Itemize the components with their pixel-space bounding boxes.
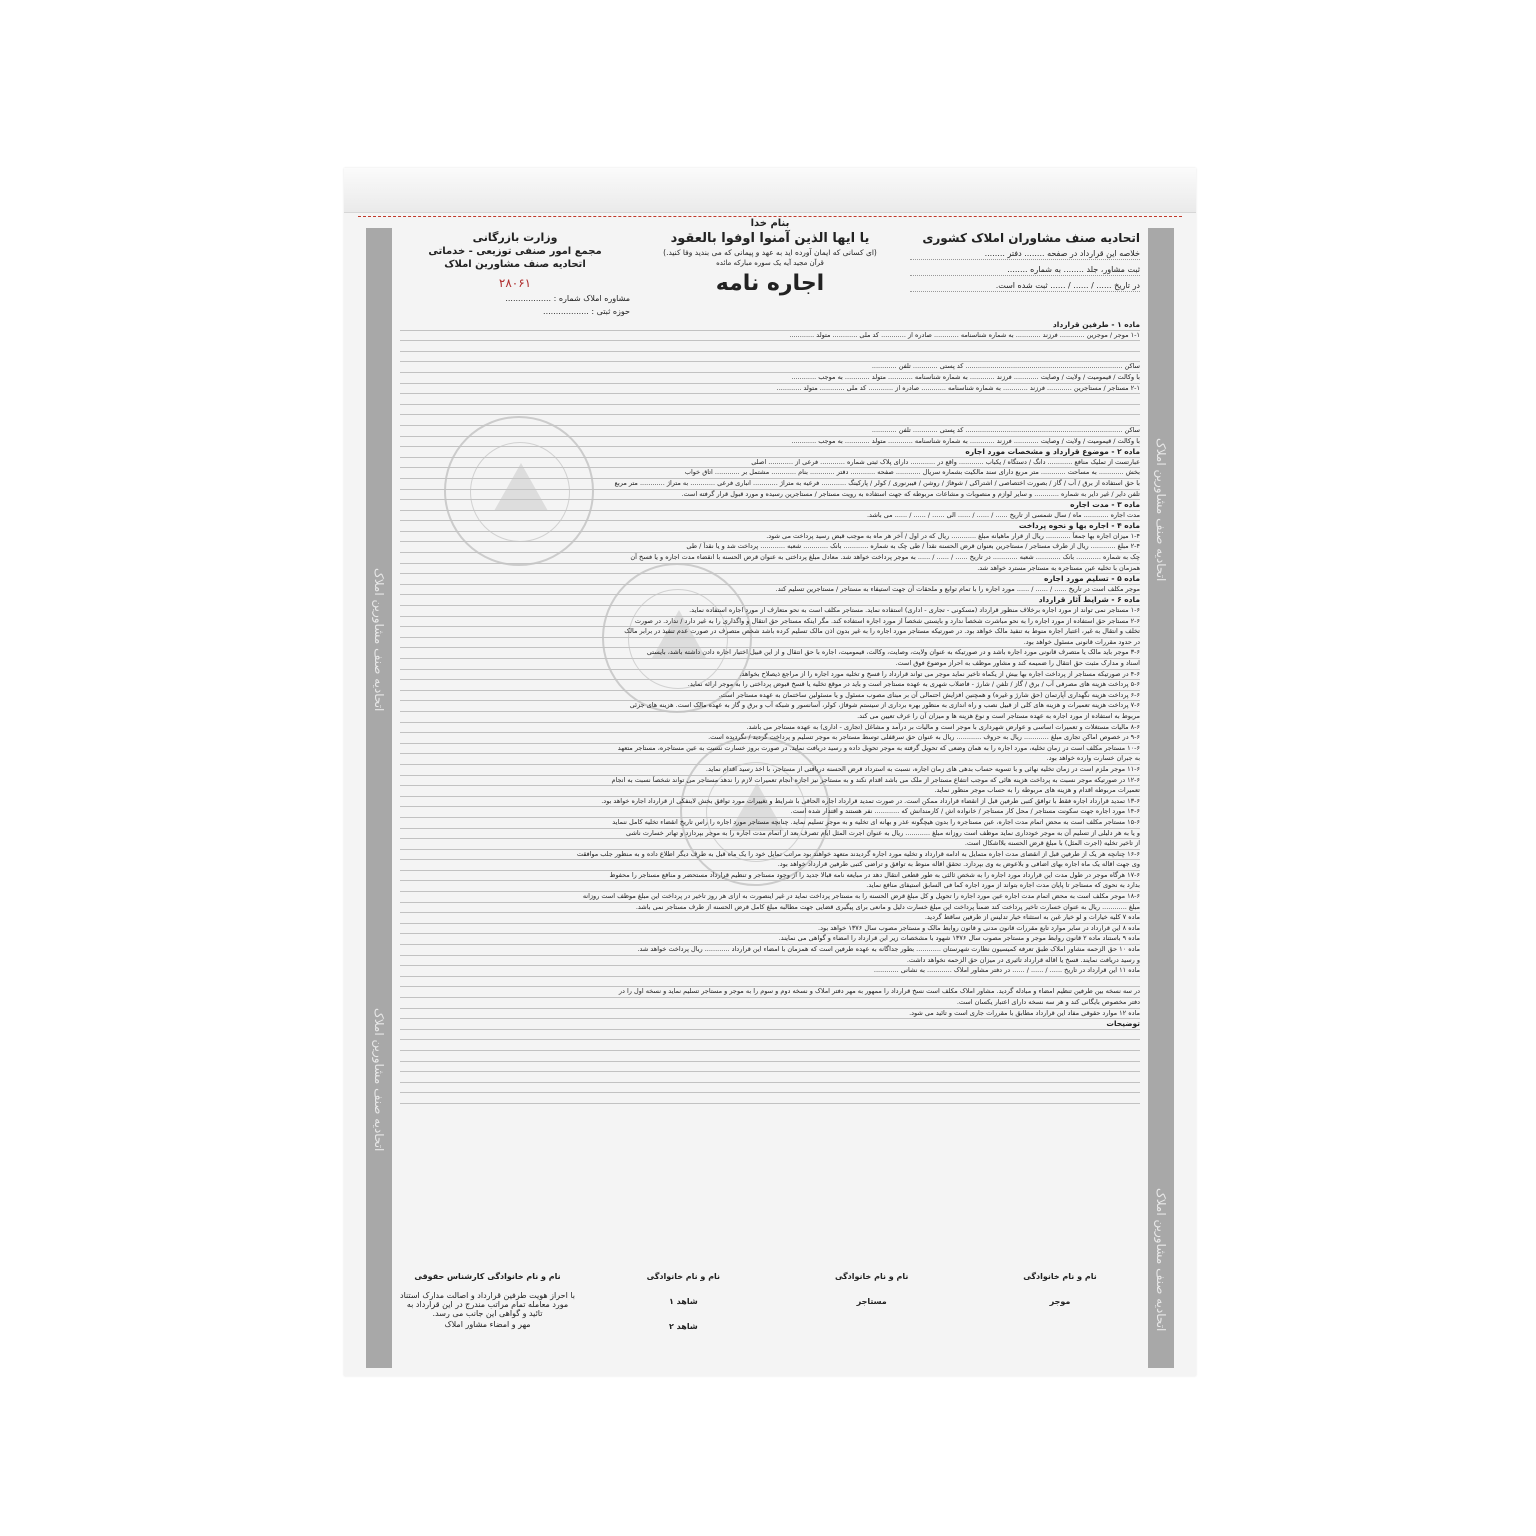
signature-area xyxy=(400,1272,1140,1347)
form-line xyxy=(400,352,1140,363)
perforation-line xyxy=(358,216,1182,217)
form-line: ۲-۶ مستاجر حق استفاده از مورد اجاره را به نحو مباشرت شخصاً ندارد و بایستی شخصاً از مورد اجاره استفاده کند. مگر اینکه مستاجر حق انتقال و واگذاری را به غیر دارد / ندارد. در صورت xyxy=(400,617,1140,628)
basmala: بنام خدا xyxy=(750,218,790,229)
lessee-name-label: نام و نام خانوادگی xyxy=(834,1272,909,1281)
form-line: چک به شماره ............ بانک ............ شعبه ............ در تاریخ ...... / ...... / ...... به موجر پرداخت خواهد شد. معادل مبلغ پرداختی به عنوان قرض الحسنه با انقضاء مدت اجاره و یا فسخ آن xyxy=(400,553,1140,564)
form-line: و یا به هر دلیلی از تسلیم آن به موجر خودداری نماید موظف است روزانه مبلغ ............ ریال به عنوان اجرت المثل ایام تصرف بعد از اتمام مدت اجاره را به موجر بپردازد و تهاتر خسارت ناشی xyxy=(400,829,1140,840)
form-body-lines xyxy=(400,320,1140,1104)
registration-block xyxy=(910,231,1140,316)
side-text-left-upper: اتحادیه صنف مشاورین املاک xyxy=(372,568,386,712)
form-line: با وکالت / قیمومیت / ولایت / وصایت ............ فرزند ............ به شماره شناسنامه ............ متولد ............ به موجب ............ xyxy=(400,373,1140,384)
form-line xyxy=(400,1072,1140,1083)
form-line: ۸-۶ مالیات مستغلات و تعمیرات اساسی و عوارض شهرداری با موجر است و مالیات بر درآمد و مشاغل (تجاری - اداری) به عهده مستاجر می باشد. xyxy=(400,723,1140,734)
registration-line-1: خلاصه این قرارداد در صفحه ........ دفتر ........ xyxy=(910,249,1140,260)
form-line: ماده ۱۰ حق الزحمه مشاور املاک طبق تعرفه کمیسیون نظارت شهرستان ............ بطور جداگانه به عهده طرفین است که همزمان با امضاء این قرارداد ............ ریال پرداخت خواهد شد. xyxy=(400,945,1140,956)
verse-translation: (ای کسانی که ایمان آورده اید به عهد و پیمانی که می بندید وفا کنید.) xyxy=(663,248,877,257)
form-line: ۱۲-۶ در صورتیکه موجر نسبت به پرداخت هزینه هائی که موجب انتفاع مستاجر از ملک می باشد اقدام نکند و به مستاجر نیز اجازه انجام تعمیرات لازم را ندهد مستاجر می تواند شخصاً نسبت به انجام xyxy=(400,776,1140,787)
form-line: ساکن ............................................................................ کد پستی ............ تلفن ............ xyxy=(400,362,1140,373)
side-text-left-lower: اتحادیه صنف مشاورین املاک xyxy=(372,1008,386,1152)
form-line: ۲-۱ مستاجر / مستاجرین ............ فرزند ............ به شماره شناسنامه ............ صادره از ............ کد ملی ............ متولد ............ xyxy=(400,384,1140,395)
form-line xyxy=(400,977,1140,988)
form-line: ۹-۶ در خصوص اماکن تجاری مبلغ ............ ریال به حروف ............ ریال به عنوان حق سرقفلی توسط مستاجر به موجر تسلیم و پرداخت گردید / نگردیده است. xyxy=(400,733,1140,744)
form-line xyxy=(400,1040,1140,1051)
form-line: مبلغ ............ ریال به عنوان خسارت تاخیر پرداخت کند ضمناً پرداخت این مبلغ خسارت دلیل و مانعی برای پیگیری قضایی جهت مطالبه مبلغ کامل قرض الحسنه از طرف مستاجر نمی باشد. xyxy=(400,903,1140,914)
witness-1-label: شاهد ۱ xyxy=(668,1297,698,1306)
form-line: ۱۵-۶ مستاجر مکلف است به محض اتمام مدت اجاره، عین مستاجره را بدون هیچگونه عذر و بهانه ای تخلیه و به موجر تسلیم نماید. چنانچه مستاجر مورد اجاره را راس تاریخ انقضاء تخلیه کامل ننماید xyxy=(400,818,1140,829)
form-content xyxy=(400,218,1140,1368)
form-line: ۱-۱ موجر / موجرین ............ فرزند ............ به شماره شناسنامه ............ صادره از ............ کد ملی ............ متولد ............ xyxy=(400,331,1140,342)
expert-name-label: نام و نام خانوادگی کارشناس حقوقی xyxy=(414,1272,561,1281)
signature-legal-expert xyxy=(400,1272,575,1347)
form-line: ماده ۱۱ این قرارداد در تاریخ ...... / ...... / ...... در دفتر مشاور املاک ............ به نشانی ............ xyxy=(400,966,1140,977)
quran-verse: یا ایها الذین آمنوا اوفوا بالعقود xyxy=(670,231,870,246)
form-line: ۶-۶ پرداخت هزینه نگهداری آپارتمان (حق شارژ و غیره) و همچنین افزایش احتمالی آن بر مبنای مصوب مسئول و یا مسئولین ساختمان به عهده مستاجر است. xyxy=(400,691,1140,702)
form-line: و رسید دریافت نمایند. فسخ یا اقاله قرارداد تاثیری در میزان حق الزحمه نخواهد داشت. xyxy=(400,956,1140,967)
section-heading: ماده ۶ - شرایط آثار قرارداد xyxy=(400,595,1140,606)
side-text-right-upper: اتحادیه صنف مشاورین املاک xyxy=(1154,438,1168,582)
form-line xyxy=(400,415,1140,426)
form-line: ۴-۶ در صورتیکه مستاجر از پرداخت اجاره بها بیش از یکماه تاخیر نماید موجر می تواند قرارداد را فسخ و تخلیه مورد اجاره را از مراجع ذیصلاح بخواهد. xyxy=(400,670,1140,681)
form-line: بدارد به نحوی که مستاجر تا پایان مدت اجاره بتواند از مورد اجاره کما فی السابق استیفای منافع نماید. xyxy=(400,881,1140,892)
document-title: اجاره نامه xyxy=(715,271,825,296)
form-line: ۱۳-۶ تمدید قرارداد اجاره فقط با توافق کتبی طرفین قبل از انقضاء قرارداد ممکن است. در صورت تمدید قرارداد اجاره الحاقی با شرایط و تغییرات مورد توافق بخش لاینفکی از قرارداد اجاره خواهد بود. xyxy=(400,797,1140,808)
form-line: بخش ............ به مساحت ............ متر مربع دارای سند مالکیت بشماره سریال ............ صفحه ............ دفتر ............ بنام ............ مشتمل بر ............ اتاق خواب xyxy=(400,468,1140,479)
registration-line-2: ثبت مشاور، جلد ........ به شماره ........ xyxy=(910,265,1140,276)
lessee-role-label: مستاجر xyxy=(856,1297,887,1306)
form-line: ۲-۴ مبلغ ............ ریال از طرف مستاجر / مستاجرین بعنوان قرض الحسنه نقداً / طی چک به شماره ............ بانک ............ شعبه ............ پرداخت شد و یا نقداً / طی xyxy=(400,542,1140,553)
ministry-name: وزارت بازرگانی xyxy=(472,231,558,244)
form-line: ۱۸-۶ موجر مکلف است به محض اتمام مدت اجاره عین مورد اجاره را تحویل و کل مبلغ قرض الحسنه را به مستاجر پرداخت نماید در غیر اینصورت به ازای هر روز تاخیر در پرداخت این مبلغ موظف است روزانه xyxy=(400,892,1140,903)
section-heading: ماده ۱ - طرفین قرارداد xyxy=(400,320,1140,331)
form-line: اسناد و مدارک مثبت حق انتقال را ضمیمه کند و مشاور موظف به احراز موضوع فوق است. xyxy=(400,659,1140,670)
side-text-right-lower: اتحادیه صنف مشاورین املاک xyxy=(1154,1188,1168,1332)
form-line: ۷-۶ پرداخت هزینه تعمیرات و هزینه های کلی از قبیل نصب و راه اندازی به منظور بهره برداری از سیستم شوفاژ، کولر، آسانسور و شبکه آب و برق و گاز به عهده مالک است. هزینه های جزئی xyxy=(400,701,1140,712)
expert-certification-text: با احراز هویت طرفین قرارداد و اصالت مدارک استناد مورد معامله تمام مراتب مندرج در این قرارداد به تائید و گواهی این جانب می رسد. xyxy=(400,1291,575,1318)
form-line: ۱۴-۶ مورد اجاره جهت سکونت مستاجر / محل کار مستاجر / خانواده اش / کارمندانش که ............ نفر هستند و اقتدار شده است. xyxy=(400,807,1140,818)
consultant-number: مشاوره املاک شماره : .................. xyxy=(505,294,630,303)
section-heading: ماده ۵ - تسلیم مورد اجاره xyxy=(400,574,1140,585)
form-line: با حق استفاده از برق / آب / گاز / بصورت اختصاصی / اشتراکی / شوفاژ / روشن / فیبرنوری / کولر / پارکینگ ............ فرعیه به متراژ ............ انباری فرعی ............ به متراژ ............ متر مربع xyxy=(400,479,1140,490)
form-line: ۱۰-۶ مستاجر مکلف است در زمان تخلیه، مورد اجاره را به همان وضعی که تحویل گرفته به موجر تحویل داده و رسید دریافت نماید. در صورت بروز خسارت نسبت به عین مستاجره، مستاجر متعهد xyxy=(400,744,1140,755)
form-line: به جبران خسارت وارده خواهد بود. xyxy=(400,754,1140,765)
form-line: ۱۱-۶ موجر ملزم است در زمان تخلیه نهائی و با تسویه حساب بدهی های زمان اجاره، نسبت به استرداد قرض الحسنه دریافتی از مستاجر، با اخذ رسید اقدام نماید. xyxy=(400,765,1140,776)
assembly-name: مجمع امور صنفی توزیعی - خدماتی xyxy=(428,246,602,257)
expert-seal-label: مهر و امضاء مشاور املاک xyxy=(444,1320,531,1329)
form-line xyxy=(400,1051,1140,1062)
lessor-role-label: موجر xyxy=(1049,1297,1071,1306)
form-line: ۵-۶ پرداخت هزینه های مصرفی آب / برق / گاز / تلفن / شارژ - فاضلاب شهری به عهده مستاجر است و باید در موقع تخلیه یا فسخ قبوض پرداختی را به موجر ارائه نماید. xyxy=(400,680,1140,691)
verse-source: قرآن مجید آیه یک سوره مبارکه مائده xyxy=(716,259,824,267)
form-line: تعمیرات مربوطه اقدام و هزینه های مربوطه را به حساب موجر منظور نماید. xyxy=(400,786,1140,797)
form-line xyxy=(400,1030,1140,1041)
form-line: موجر مکلف است در تاریخ ...... / ...... / ...... مورد اجاره را با تمام توابع و ملحقات آن جهت استیفاء به مستاجر / مستاجرین تسلیم کند. xyxy=(400,585,1140,596)
form-line: از تاخیر تخلیه (اجرت المثل) با مبلغ قرض الحسنه بلااشکال است. xyxy=(400,839,1140,850)
title-block xyxy=(640,231,900,316)
form-line xyxy=(400,394,1140,405)
witness-name-label: نام و نام خانوادگی xyxy=(646,1272,721,1281)
union-short-name: اتحادیه صنف مشاورین املاک xyxy=(444,259,586,270)
form-line: ۱-۶ مستاجر نمی تواند از مورد اجاره برخلاف منظور قرارداد (مسکونی - تجاری - اداری) استفاده نماید. مستاجر مکلف است به نحو متعارف از مورد اجاره استفاده نماید. xyxy=(400,606,1140,617)
signature-lessor xyxy=(980,1272,1140,1347)
form-line: مدت اجاره ............ ماه / سال شمسی از تاریخ ...... / ...... / ...... الی ...... / ...... / ...... می باشد. xyxy=(400,511,1140,522)
form-line: تلفن دایر / غیر دایر به شماره ............ و سایر لوازم و منصوبات و مشاعات مربوطه که جهت استفاده به رویت مستاجر / مستاجرین رسیده و مورد قبول قرار گرفته است. xyxy=(400,490,1140,501)
registry-zone: حوزه ثبتی : .................. xyxy=(543,307,630,316)
form-line: در حدود مقررات قانونی مسئول خواهد بود. xyxy=(400,638,1140,649)
form-line: ماده ۹ باستناد ماده ۲ قانون روابط موجر و مستاجر مصوب سال ۱۳۷۶ شهود با مشخصات زیر این قرارداد را امضاء و گواهی می نمایند. xyxy=(400,934,1140,945)
witness-2-label: شاهد ۲ xyxy=(668,1322,698,1331)
form-line: با وکالت / قیمومیت / ولایت / وصایت ............ فرزند ............ به شماره شناسنامه ............ متولد ............ به موجب ............ xyxy=(400,437,1140,448)
signature-lessee xyxy=(792,1272,952,1347)
form-line: تخلف و انتقال به غیر، اعتبار اجاره منوط به تنفیذ مالک خواهد بود. در صورتیکه مستاجر مورد اجاره را به غیر بدون اذن مالک تسلیم کرده باشد شخص متصرف در صورت عدم تنفیذ در برابر مالک xyxy=(400,627,1140,638)
form-line: ماده ۸ این قرارداد در سایر موارد تابع مقررات قانون مدنی و قانون روابط مالک و مستاجر مصوب سال ۱۳۷۶ خواهد بود. xyxy=(400,924,1140,935)
section-heading: ماده ۳ - مدت اجاره xyxy=(400,500,1140,511)
form-line: ماده ۷ کلیه خیارات و لو خیار غبن به استثناء خیار تدلیس از طرفین ساقط گردید. xyxy=(400,913,1140,924)
form-line: ۱-۴ میزان اجاره بها جمعاً ............ ریال از قرار ماهیانه مبلغ ............ ریال که در اول / آخر هر ماه به موجب قبض رسید پرداخت می شود. xyxy=(400,532,1140,543)
form-line: ساکن ............................................................................ کد پستی ............ تلفن ............ xyxy=(400,426,1140,437)
form-line: ۳-۶ موجر باید مالک یا متصرف قانونی مورد اجاره باشد و در صورتیکه به عنوان ولایت، وصایت، وکالت، قیمومیت، اجاره با حق انتقال و از این قبیل اختیار اجاره دادن داشته باشد، بایستی xyxy=(400,648,1140,659)
form-line: مربوط به استفاده از مورد اجاره به عهده مستاجر است و نوع هزینه ها و میزان آن را عرف تعیین می کند. xyxy=(400,712,1140,723)
serial-number: ۲۸۰۶۱ xyxy=(498,276,532,290)
lessor-name-label: نام و نام خانوادگی xyxy=(1023,1272,1097,1281)
form-line: ۱۷-۶ هرگاه موجر در طول مدت این قرارداد مورد اجاره را به شخص ثالثی به طور قطعی انتقال دهد در مبایعه نامه قبالا جدید را از وجود مستاجر و تنظیم قرارداد مستحضر و منافع مستاجر را محفوظ xyxy=(400,871,1140,882)
form-line: دفتر مخصوص بایگانی کند و هر سه نسخه دارای اعتبار یکسان است. xyxy=(400,998,1140,1009)
section-heading: توضیحات xyxy=(400,1019,1140,1030)
signature-witnesses xyxy=(603,1272,763,1347)
form-line xyxy=(400,405,1140,416)
form-header xyxy=(400,231,1140,316)
form-line xyxy=(400,1083,1140,1094)
lease-form-sheet xyxy=(344,168,1196,1376)
section-heading: ماده ۴ - اجاره بها و نحوه پرداخت xyxy=(400,521,1140,532)
ministry-block xyxy=(400,231,630,316)
left-margin-band xyxy=(366,228,392,1368)
registration-line-3: در تاریخ ...... / ...... / ...... ثبت شده است. xyxy=(910,281,1140,292)
form-line: همزمان با تخلیه عین مستاجره به مستاجر مسترد خواهد شد. xyxy=(400,564,1140,575)
form-line: عبارتست از تملیک منافع ............ دانگ / دستگاه / یکباب ............ واقع در ............ دارای پلاک ثبتی شماره ............ فرعی از ............ اصلی xyxy=(400,458,1140,469)
form-line: ماده ۱۲ موارد حقوقی مفاد این قرارداد مطابق با مقررات جاری است و تائید می شود. xyxy=(400,1009,1140,1020)
form-line: در سه نسخه بین طرفین تنظیم امضاء و مبادله گردید. مشاور املاک مکلف است نسخ قرارداد را ممهور به مهر دفتر املاک و نسخه دوم و سوم را به موجر و مستاجر تسلیم نماید و نسخه اول را در xyxy=(400,987,1140,998)
form-line xyxy=(400,1093,1140,1104)
form-line xyxy=(400,341,1140,352)
form-line xyxy=(400,1062,1140,1073)
union-name: اتحادیه صنف مشاوران املاک کشوری xyxy=(922,231,1140,245)
form-line: ۱۶-۶ چنانچه هر یک از طرفین قبل از انقضای مدت اجاره متمایل به ادامه قرارداد و تخلیه مورد اجاره گردیدند متعهد خواهند بود مراتب تمایل خود را یک ماه قبل به طرف دیگر اطلاع داده و به منظور جلب موافقت xyxy=(400,850,1140,861)
section-heading: ماده ۲ - موضوع قرارداد و مشخصات مورد اجاره xyxy=(400,447,1140,458)
paper-roll-top xyxy=(344,168,1196,213)
form-line: وی جهت اقاله یک ماه اجاره بهای اضافی و بلاعوض به وی بپردازد. تحقق اقاله منوط به توافق و تراضی کتبی طرفین قرارداد خواهد بود. xyxy=(400,860,1140,871)
